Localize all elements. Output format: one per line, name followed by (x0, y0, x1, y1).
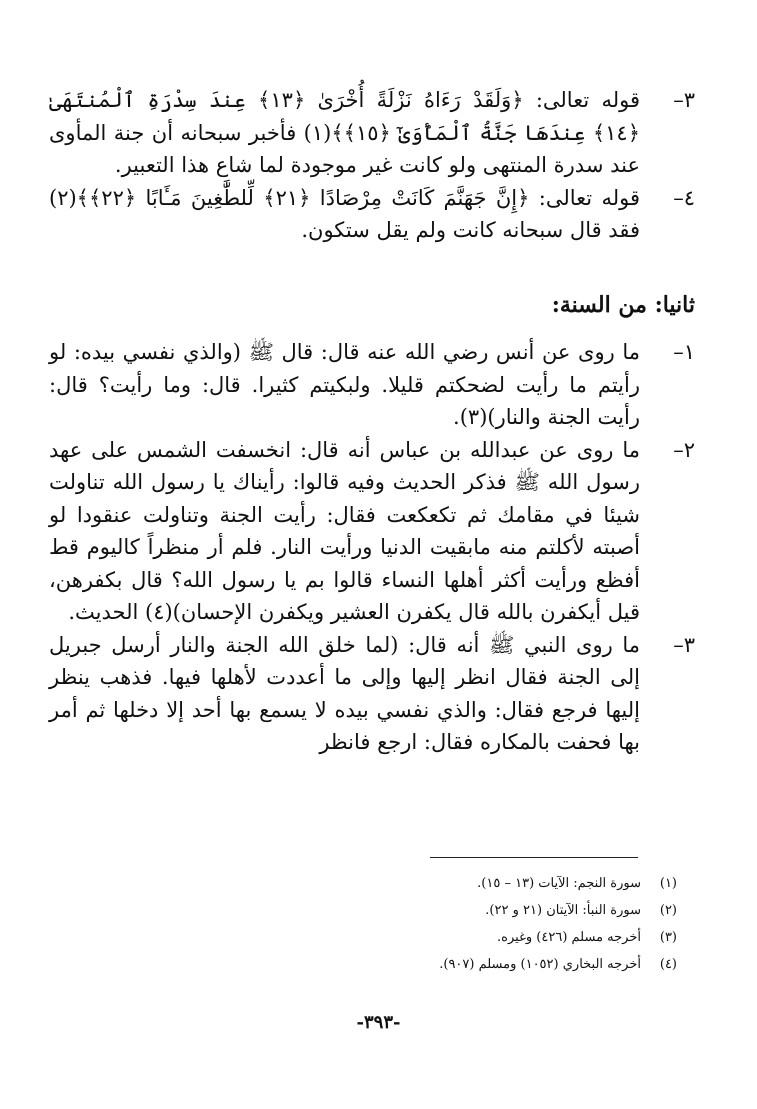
footnote-number: (٢) (659, 903, 677, 918)
sunnah-evidence-list (49, 336, 695, 759)
item-number: ٢– (673, 437, 695, 462)
sunnah-item-2 (49, 434, 695, 629)
section-heading: ثانيا: من السنة: (551, 292, 695, 318)
footnote-text: سورة النبأ: الآيتان (٢١ و ٢٢). (485, 903, 641, 918)
footnote-number: (١) (659, 876, 677, 891)
item-number: ٣– (673, 632, 695, 657)
footnote-4 (77, 951, 677, 978)
footnote-text: سورة النجم: الآيات (١٣ – ١٥). (477, 876, 641, 891)
item-number: ٣– (673, 88, 695, 112)
sunnah-item-3 (49, 629, 695, 759)
footnote-divider (430, 857, 638, 858)
item-number: ١– (673, 340, 695, 364)
footnote-2 (77, 897, 677, 924)
footnote-3 (77, 924, 677, 951)
footnotes (77, 870, 677, 978)
page-number: -٣٩٣- (356, 1012, 401, 1033)
item-text: قوله تعالى: ﴿وَلَقَدْ رَءَاهُ نَزْلَةً أُخْرَىٰ ﴿١٣﴾ عِندَ سِدْرَةِ ٱلْمُنتَهَىٰ ﴿١٤﴾ عِندَهَا جَنَّةُ ٱلْمَأْوَىٰٓ ﴿١٥﴾﴾(١) فأخبر سبحانه أن جنة المأوى عند سدرة المنتهى ولو كانت غير موجودة لما شاع هذا التعبير. (49, 88, 641, 177)
footnote-text: أخرجه البخاري (١٠٥٢) ومسلم (٩٠٧). (439, 957, 641, 972)
footnote-text: أخرجه مسلم (٤٢٦) وغيره. (497, 930, 641, 945)
footnote-number: (٤) (659, 957, 677, 972)
item-text: قوله تعالى: ﴿إِنَّ جَهَنَّمَ كَانَتْ مِرْصَادًا ﴿٢١﴾ لِّلطَّٰغِينَ مَـَٔابًا ﴿٢٢﴾﴾(٢) فقد قال سبحانه كانت ولم يقل ستكون. (49, 185, 640, 242)
footnote-number: (٣) (659, 930, 677, 945)
item-text: ما روى عن عبدالله بن عباس أنه قال: انخسفت الشمس على عهد رسول الله ﷺ فذكر الحديث وفيه قالوا: رأيناك يا رسول الله تناولت شيئا في مقامك ثم تكعكعت فقال: رأيت الجنة وتناولت عنقودا لو أصبته لأكلتم منه مابقيت الدنيا ورأيت النار. فلم أر منظراً كاليوم قط أفظع ورأيت أكثر أهلها النساء قالوا بم يا رسول الله؟ قال بكفرهن، قيل أيكفرن بالله قال يكفرن العشير ويكفرن الإحسان)(٤) الحديث. (49, 437, 640, 624)
sunnah-item-1 (49, 336, 695, 434)
item-number: ٤– (673, 185, 695, 210)
item-text: ما روى النبي ﷺ أنه قال: (لما خلق الله الجنة والنار أرسل جبريل إلى الجنة فقال انظر إليها وإلى ما أعددت لأهلها فيها. فذهب ينظر إليها فرجع فقال: والذي نفسي بيده لا يسمع بها أحد إلا دخلها ثم أمر بها فحفت بالمكاره فقال: ارجع فانظر (49, 632, 640, 754)
footnote-1 (77, 870, 677, 897)
quran-item-3 (49, 84, 695, 182)
item-text: ما روى عن أنس رضي الله عنه قال: قال ﷺ (والذي نفسي بيده: لو رأيتم ما رأيت لضحكتم قليلا. ولبكيتم كثيرا. قال: وما رأيت؟ قال: رأيت الجنة والنار)(٣). (49, 340, 640, 429)
quran-evidence-list (49, 84, 695, 247)
quran-item-4 (49, 182, 695, 247)
